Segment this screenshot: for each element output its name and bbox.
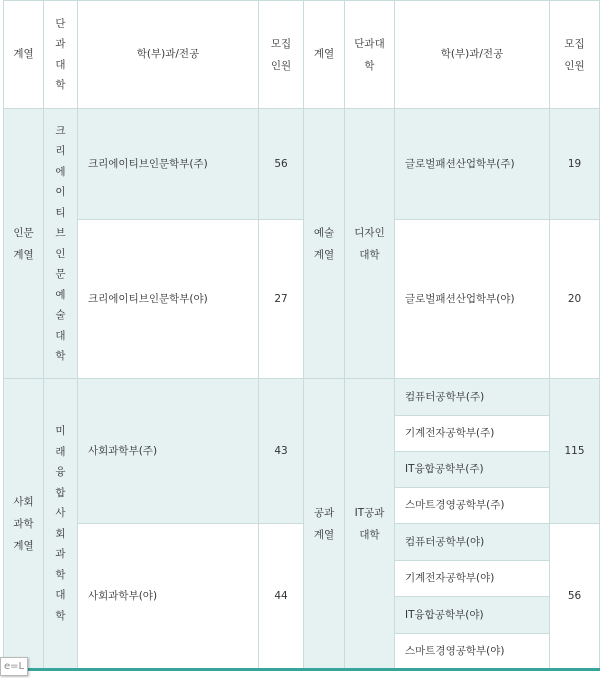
quota-cell: 56 (550, 524, 600, 670)
admissions-quota-table (3, 0, 600, 671)
department-cell: 글로벌패션산업학부(주) (395, 109, 550, 220)
college-cell: 디자인 대학 (345, 109, 395, 379)
header-quota: 모집 인원 (259, 1, 304, 109)
header-quota-2: 모집 인원 (550, 1, 600, 109)
department-cell: 컴퓨터공학부(야) (395, 524, 550, 561)
table-row (4, 220, 600, 379)
department-cell: 사회과학부(주) (78, 379, 259, 524)
college-cell: 크 리 에 이 티 브 인 문 예 술 대 학 (44, 109, 78, 379)
header-field: 계열 (4, 1, 44, 109)
quota-cell: 19 (550, 109, 600, 220)
header-college-2: 단과대 학 (345, 1, 395, 109)
header-department: 학(부)과/전공 (78, 1, 259, 109)
department-cell: 스마트경영공학부(주) (395, 488, 550, 524)
table-row (4, 379, 600, 416)
quota-cell: 44 (259, 524, 304, 670)
header-field-2: 계열 (304, 1, 345, 109)
department-cell: IT융합공학부(야) (395, 597, 550, 634)
field-cell: 인문 계열 (4, 109, 44, 379)
department-cell: IT융합공학부(주) (395, 452, 550, 488)
header-department-2: 학(부)과/전공 (395, 1, 550, 109)
field-cell: 공과 계열 (304, 379, 345, 670)
quota-cell: 56 (259, 109, 304, 220)
department-cell: 크리에이티브인문학부(주) (78, 109, 259, 220)
table-row (4, 524, 600, 561)
department-cell: 글로벌패션산업학부(야) (395, 220, 550, 379)
table-row (4, 109, 600, 220)
header-college: 단 과 대 학 (44, 1, 78, 109)
quota-cell: 27 (259, 220, 304, 379)
corner-tooltip-tag: e=L (0, 657, 28, 676)
college-cell: IT공과 대학 (345, 379, 395, 670)
college-cell: 미 래 융 합 사 회 과 학 대 학 (44, 379, 78, 670)
department-cell: 크리에이티브인문학부(야) (78, 220, 259, 379)
department-cell: 기계전자공학부(야) (395, 561, 550, 597)
quota-cell: 20 (550, 220, 600, 379)
quota-cell: 43 (259, 379, 304, 524)
field-cell: 예술 계열 (304, 109, 345, 379)
department-cell: 사회과학부(야) (78, 524, 259, 670)
department-cell: 기계전자공학부(주) (395, 416, 550, 452)
field-cell: 사회 과학 계열 (4, 379, 44, 670)
quota-cell: 115 (550, 379, 600, 524)
department-cell: 스마트경영공학부(야) (395, 634, 550, 670)
department-cell: 컴퓨터공학부(주) (395, 379, 550, 416)
